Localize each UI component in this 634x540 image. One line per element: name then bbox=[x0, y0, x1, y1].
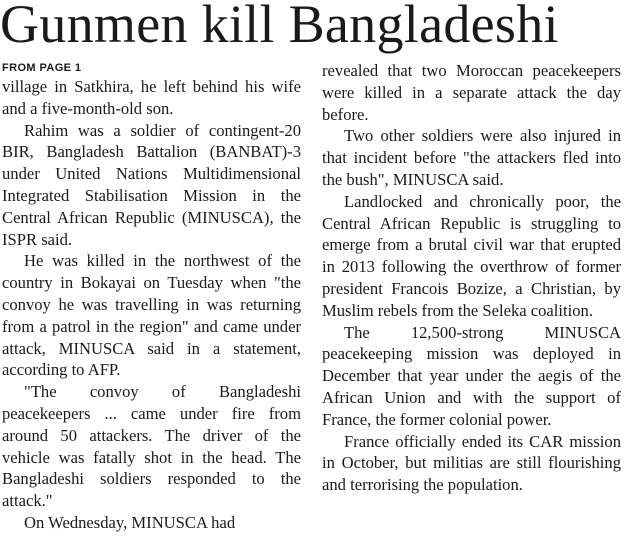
paragraph: Landlocked and chronically poor, the Central African Republic is struggling to emerge from a brutal civil war that erupted in 2013 following the overthrow of former president Francois Bozize, a Christian, by Muslim rebels from the Seleka coalition. bbox=[322, 191, 621, 320]
article-column-left bbox=[2, 62, 301, 534]
paragraph: On Wednesday, MINUSCA had bbox=[24, 512, 236, 532]
article-column-right bbox=[322, 60, 621, 496]
paragraph: He was killed in the northwest of the country in Bokayai on Tuesday when "the convoy he was travelling in was returning from a patrol in the region" and came under attack, MINUSCA said in a statement, according to AFP. bbox=[2, 251, 301, 380]
paragraph: France officially ended its CAR mission in October, but militias are still flourishing and terrorising the population. bbox=[322, 431, 621, 495]
continued-from-label: FROM PAGE 1 bbox=[2, 62, 82, 74]
paragraph: village in Satkhira, he left behind his wife and a five-month-old son. bbox=[2, 77, 301, 118]
paragraph: Two other soldiers were also injured in that incident before "the attackers fled into the bush", MINUSCA said. bbox=[322, 126, 621, 189]
headline: Gunmen kill Bangladeshi bbox=[0, 0, 559, 54]
paragraph: revealed that two Moroccan peacekeepers were killed in a separate attack the day before. bbox=[322, 61, 621, 124]
paragraph: Rahim was a soldier of contingent-20 BIR, Bangladesh Battalion (BANBAT)-3 under United Nations Multidimensional Integrated Stabilisation Mission in the Central African Republic (MINUSCA), the ISPR said. bbox=[2, 120, 301, 249]
paragraph: The 12,500-strong MINUSCA peacekeeping mission was deployed in December that year under the aegis of the African Union and with the support of France, the former colonial power. bbox=[322, 322, 621, 429]
paragraph: "The convoy of Bangladeshi peacekeepers ... came under fire from around 50 attackers. The driver of the vehicle was fatally shot in the head. The Bangladeshi soldiers responded to the attack." bbox=[2, 382, 301, 511]
